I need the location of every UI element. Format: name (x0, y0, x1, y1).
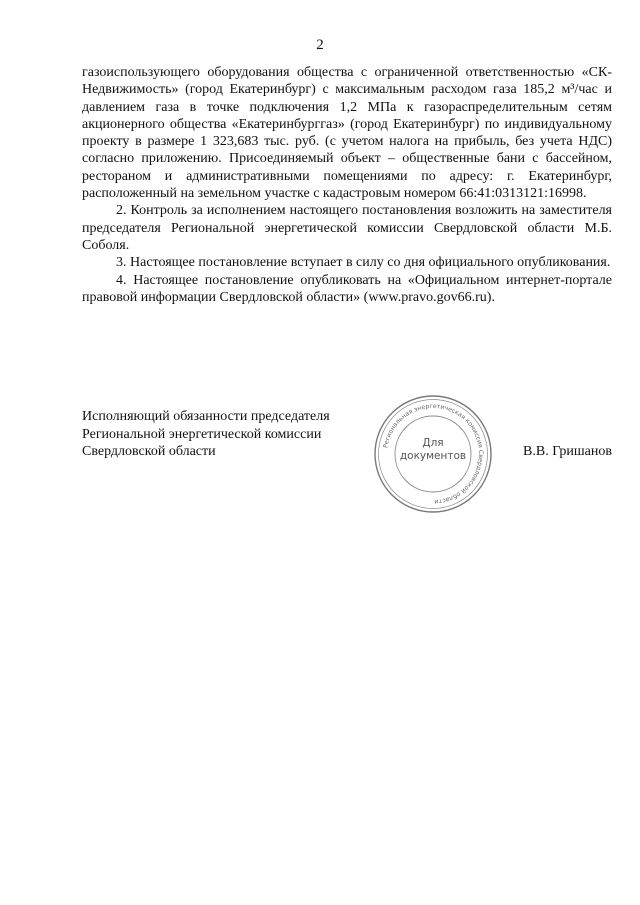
signatory-position-line-1: Исполняющий обязанности председателя (82, 409, 330, 424)
paragraph-effective-date: 3. Настоящее постановление вступает в силу со дня официального опубликования. (116, 255, 611, 271)
paragraph-tariff-continuation: газоиспользующего оборудования общества с ограниченной ответственностью «СК-Недвижимость» (город Екатеринбург) с максимальным расходом газа 185,2 м³/час и давлением газа в точке подключения 1,2 МПа к газораспределительным сетям акционерного общества «Екатеринбурггаз» (город Екатеринбург) по индивидуальному проекту в размере 1 323,683 тыс. руб. (с учетом налога на прибыль, без учета НДС) согласно приложению. Присоединяемый объект – общественные бани с бассейном, рестораном и административными помещениями по адресу: г. Екатеринбург, расположенный на земельном участке с кадастровым номером 66:41:0313121:16998. (82, 65, 612, 202)
stamp-center-line-2: документов (399, 450, 467, 462)
signatory-position (82, 408, 382, 461)
paragraph-control: 2. Контроль за исполнением настоящего постановления возложить на заместителя председателя Региональной энергетической комиссии Свердловской области М.Б. Соболя. (82, 203, 612, 253)
official-stamp (372, 393, 494, 515)
stamp-ring-text: Региональная энергетическая комиссия Свердловской области (382, 402, 485, 506)
signatory-position-line-3: Свердловской области (82, 444, 216, 459)
page-number: 2 (316, 37, 324, 53)
signatory-position-line-2: Региональной энергетической комиссии (82, 426, 322, 442)
paragraph-publication: 4. Настоящее постановление опубликовать на «Официальном интернет-портале правовой информации Свердловской области» (www.pravo.gov66.ru). (82, 272, 612, 305)
document-body (82, 64, 612, 306)
signatory-name: В.В. Гришанов (523, 444, 612, 459)
stamp-center-line-1: Для (422, 437, 444, 449)
